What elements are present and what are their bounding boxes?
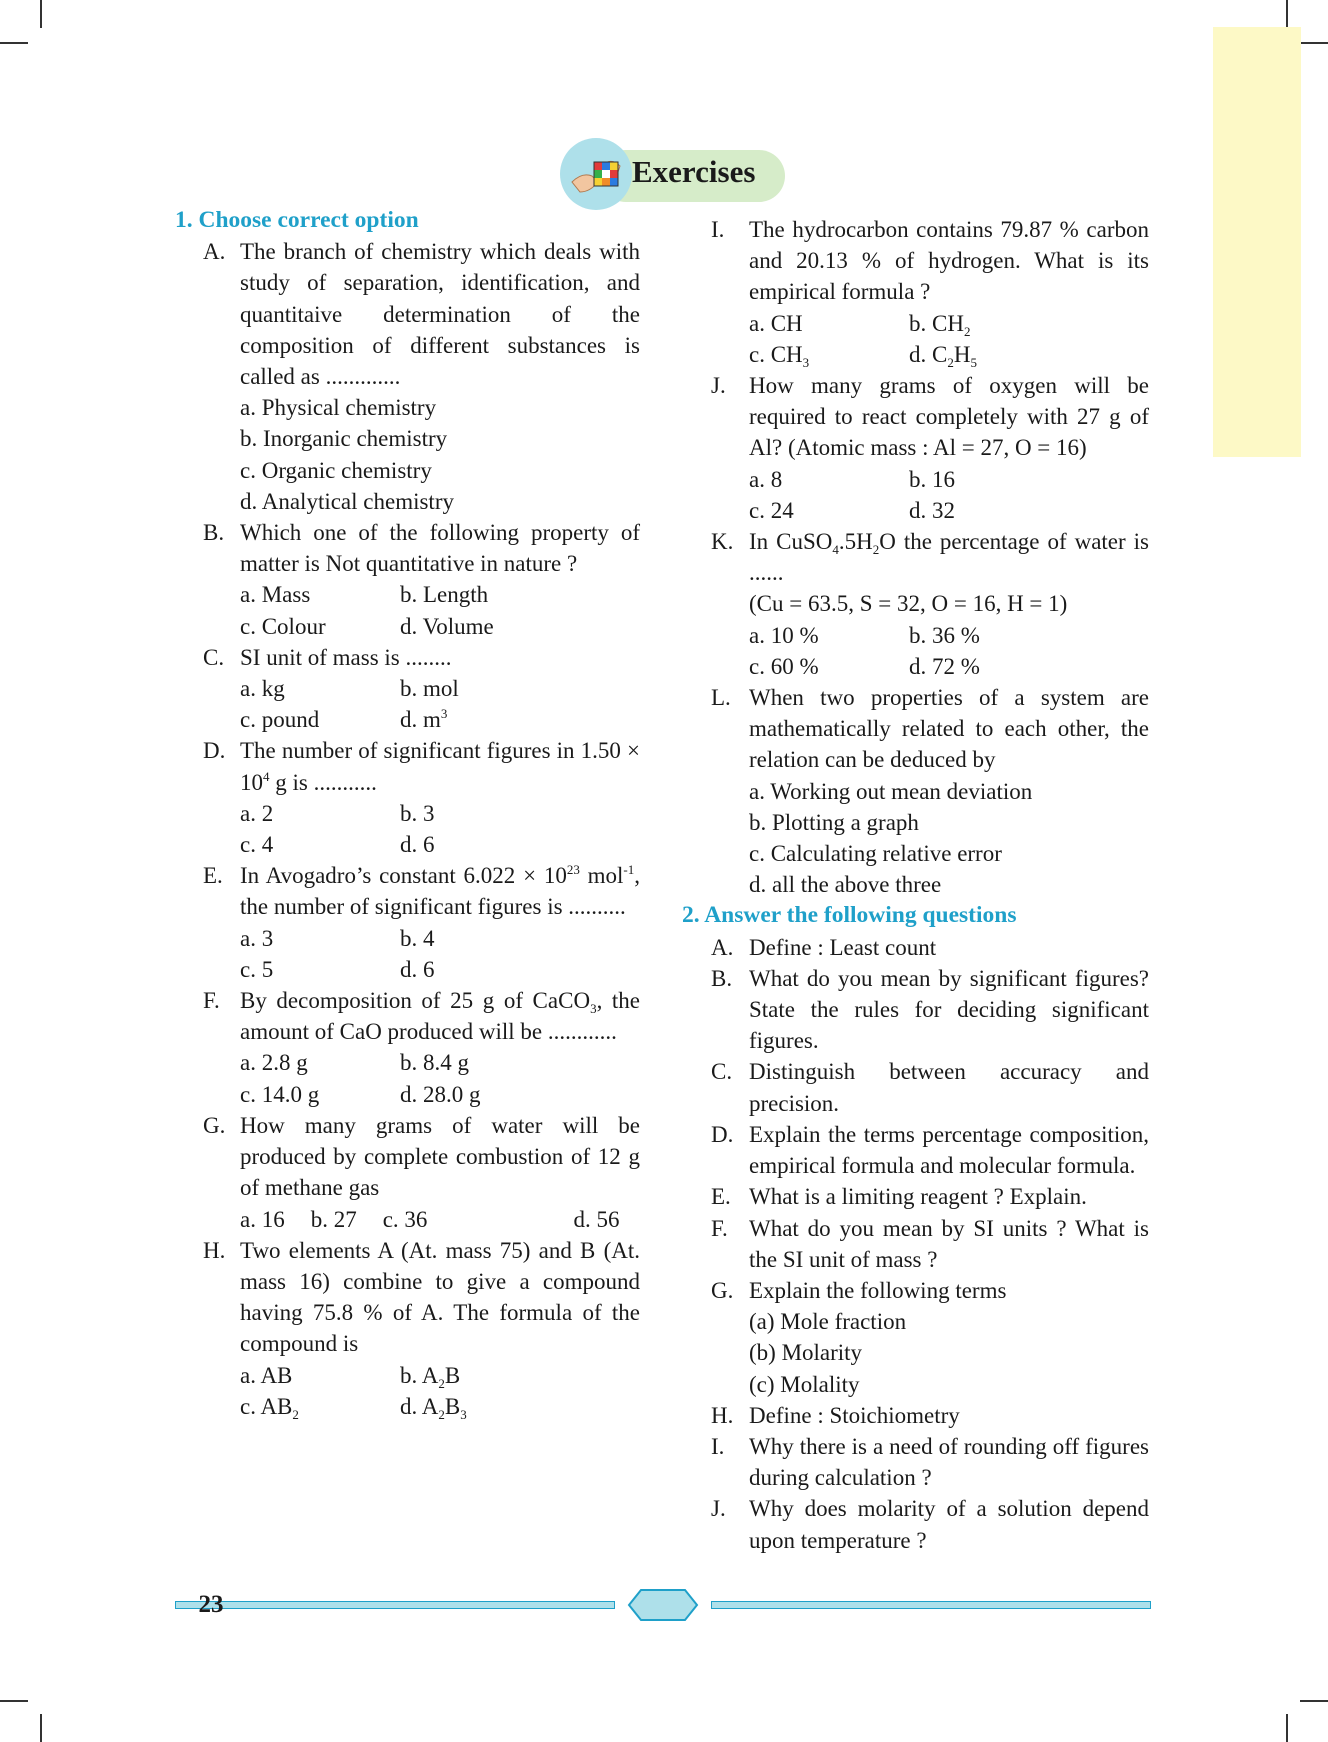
option-item: d. Volume bbox=[400, 613, 494, 639]
option-item: b. $A_2B$ bbox=[400, 1362, 461, 1391]
option-item: b. Inorganic chemistry bbox=[240, 426, 448, 452]
page-title: Exercises bbox=[632, 154, 756, 189]
crop-mark bbox=[40, 1714, 42, 1742]
question-letter: D. bbox=[203, 738, 226, 764]
option-item: b. 8.4 g bbox=[400, 1050, 469, 1076]
option-item: a. 16 bbox=[240, 1206, 285, 1232]
question-item bbox=[685, 1181, 1149, 1212]
question-item bbox=[175, 1110, 640, 1204]
question-letter: G. bbox=[203, 1112, 226, 1138]
question-item bbox=[685, 1213, 1149, 1275]
crop-mark bbox=[1300, 42, 1328, 44]
question-item bbox=[175, 642, 640, 673]
question-letter: J. bbox=[711, 1496, 726, 1522]
sub-items bbox=[685, 1306, 1149, 1400]
sub-item: (c) Molality bbox=[749, 1371, 860, 1397]
option-item: a. Working out mean deviation bbox=[749, 778, 1033, 804]
question-item bbox=[685, 1493, 1149, 1555]
option-item: b. Length bbox=[400, 582, 489, 608]
question-item bbox=[685, 370, 1149, 464]
question-letter: J. bbox=[711, 373, 726, 399]
question-letter: H. bbox=[203, 1237, 226, 1263]
options-block bbox=[685, 308, 1149, 370]
option-item: c. 5 bbox=[240, 956, 274, 982]
option-item: d. 6 bbox=[400, 832, 435, 858]
question-letter: H. bbox=[711, 1402, 734, 1428]
question-item bbox=[175, 860, 640, 922]
question-text: Define : Least count bbox=[749, 934, 937, 960]
question-item bbox=[685, 1119, 1149, 1181]
options-row bbox=[240, 673, 640, 704]
rubiks-cube-hands-icon bbox=[568, 148, 624, 200]
question-letter: B. bbox=[203, 520, 225, 546]
footer-line-right bbox=[711, 1601, 1151, 1609]
question-item bbox=[685, 526, 1149, 588]
question-item bbox=[175, 1235, 640, 1360]
options-row bbox=[240, 798, 640, 829]
options-row bbox=[749, 339, 1149, 370]
option-item: a. 3 bbox=[240, 925, 274, 951]
question-extra: (Cu = 63.5, S = 32, O = 16, H = 1) bbox=[749, 591, 1068, 617]
options-row bbox=[749, 620, 1149, 651]
question-item bbox=[685, 963, 1149, 1057]
option-item: b. Plotting a graph bbox=[749, 809, 919, 835]
options-row bbox=[240, 923, 640, 954]
question-letter: D. bbox=[711, 1121, 734, 1147]
question-text: The hydrocarbon contains 79.87 % carbon and 20.13 % of hydrogen. What is its empirical formula ? bbox=[749, 217, 1149, 305]
side-color-strip bbox=[1213, 27, 1301, 457]
option-item: b. 16 bbox=[909, 466, 955, 492]
options-row bbox=[240, 1204, 640, 1235]
question-letter: I. bbox=[711, 1433, 725, 1459]
options-row bbox=[240, 1079, 640, 1110]
option-item: d. 72 % bbox=[909, 653, 980, 679]
question-text: How many grams of oxygen will be required to react completely with 27 g of Al? (Atomic mass : Al = 27, O = 16) bbox=[749, 373, 1149, 461]
page-number: 23 bbox=[198, 1591, 224, 1618]
option-item: a. kg bbox=[240, 676, 285, 702]
options-row bbox=[240, 1047, 640, 1078]
crop-mark bbox=[40, 0, 42, 28]
option-item: c. Calculating relative error bbox=[749, 841, 1002, 867]
question-item bbox=[175, 735, 640, 797]
option-item: b. 3 bbox=[400, 800, 435, 826]
question-letter: L. bbox=[711, 685, 731, 711]
crop-mark bbox=[0, 42, 28, 44]
left-column bbox=[175, 205, 640, 1422]
option-item: a. Mass bbox=[240, 582, 311, 608]
options-row bbox=[240, 954, 640, 985]
question-text: In Avogadro’s constant $6.022 \times 10^{23}$ mol$^{-1}$, the number of significant figures is .......... bbox=[240, 862, 641, 920]
question-letter: I. bbox=[711, 217, 725, 242]
page-number-badge bbox=[627, 1588, 699, 1622]
option-item: d. $A_2B_3$ bbox=[400, 1393, 467, 1422]
option-item: a. Physical chemistry bbox=[240, 395, 437, 421]
option-item: a. 2 bbox=[240, 800, 274, 826]
option-item: a. AB bbox=[240, 1362, 293, 1388]
options-block bbox=[175, 392, 640, 517]
option-item: c. 36 bbox=[382, 1206, 428, 1232]
crop-mark bbox=[1300, 1700, 1328, 1702]
question-text: Why there is a need of rounding off figures during calculation ? bbox=[749, 1433, 1149, 1491]
option-item: b. 36 % bbox=[909, 622, 980, 648]
question-letter: G. bbox=[711, 1277, 734, 1303]
option-item: c. pound bbox=[240, 707, 320, 733]
options-block bbox=[175, 1204, 640, 1235]
section2-heading: 2. Answer the following questions bbox=[682, 902, 1017, 929]
question-text: In $CuSO_4.5H_2O$ the percentage of water is ...... bbox=[749, 529, 1149, 586]
options-block bbox=[685, 464, 1149, 526]
exercises-header bbox=[560, 138, 785, 210]
question-item bbox=[685, 682, 1149, 776]
option-item: c. Organic chemistry bbox=[240, 457, 432, 483]
option-item: c. 60 % bbox=[749, 653, 819, 679]
option-item: c. Colour bbox=[240, 613, 326, 639]
option-item: d. $C_2H_5$ bbox=[909, 341, 977, 370]
option-item: c. 4 bbox=[240, 832, 274, 858]
options-block bbox=[175, 579, 640, 641]
crop-mark bbox=[1286, 0, 1288, 28]
question-letter: C. bbox=[711, 1059, 733, 1085]
right-column bbox=[682, 214, 1149, 1556]
options-row bbox=[240, 1360, 640, 1391]
question-text: What is a limiting reagent ? Explain. bbox=[749, 1184, 1087, 1210]
question-text: How many grams of water will be produced by complete combustion of 12 g of methane gas bbox=[240, 1112, 640, 1201]
options-row bbox=[240, 611, 640, 642]
page-footer bbox=[175, 1588, 1151, 1622]
question-text: Distinguish between accuracy and precision. bbox=[749, 1059, 1149, 1116]
options-block bbox=[685, 776, 1149, 901]
option-item: a. 10 % bbox=[749, 622, 819, 648]
options-block bbox=[175, 673, 640, 735]
question-letter: F. bbox=[711, 1215, 728, 1241]
question-item bbox=[175, 985, 640, 1047]
option-item: b. 4 bbox=[400, 925, 435, 951]
sub-item: (b) Molarity bbox=[749, 1340, 863, 1366]
option-item: d. Analytical chemistry bbox=[240, 488, 454, 514]
question-item bbox=[685, 1400, 1149, 1431]
question-text: The branch of chemistry which deals with study of separation, identification, and quantitaive determination of the composition of different substances is called as ............. bbox=[240, 239, 640, 390]
question-text: What do you mean by significant figures? State the rules for deciding significant figures. bbox=[749, 965, 1149, 1054]
question-letter: C. bbox=[203, 644, 225, 670]
question-item bbox=[685, 932, 1149, 963]
question-text: Two elements A (At. mass 75) and B (At. mass 16) combine to give a compound having 75.8 % of A. The formula of the compound is bbox=[240, 1237, 640, 1357]
question-text: What do you mean by SI units ? What is the SI unit of mass ? bbox=[749, 1215, 1149, 1272]
option-item: d. 28.0 g bbox=[400, 1081, 481, 1107]
option-item: d. $m^3$ bbox=[400, 706, 448, 733]
option-item: c. 24 bbox=[749, 497, 794, 523]
options-row bbox=[240, 704, 640, 735]
option-item: a. 8 bbox=[749, 466, 783, 492]
options-block bbox=[175, 923, 640, 985]
question-item bbox=[175, 236, 640, 392]
question-letter: E. bbox=[711, 1184, 731, 1210]
question-letter: A. bbox=[203, 239, 226, 265]
option-item: c. 14.0 g bbox=[240, 1081, 320, 1107]
option-item: d. 6 bbox=[400, 956, 435, 982]
options-block bbox=[175, 1360, 640, 1422]
question-text: By decomposition of 25 g of CaCO$_3$, the amount of CaO produced will be ............ bbox=[240, 988, 640, 1045]
option-item: d. 32 bbox=[909, 497, 955, 523]
option-item: c. $CH_3$ bbox=[749, 341, 810, 370]
question-item bbox=[685, 1056, 1149, 1118]
question-letter: F. bbox=[203, 988, 220, 1014]
options-block bbox=[685, 620, 1149, 682]
question-letter: K. bbox=[711, 529, 734, 555]
crop-mark bbox=[0, 1700, 28, 1702]
question-text: Explain the terms percentage composition, empirical formula and molecular formula. bbox=[749, 1121, 1149, 1179]
option-item: c. $AB_2$ bbox=[240, 1393, 299, 1422]
question-item bbox=[685, 1431, 1149, 1493]
crop-mark bbox=[1286, 1714, 1288, 1742]
option-item: d. all the above three bbox=[749, 872, 942, 898]
option-item: b. mol bbox=[400, 676, 459, 702]
question-text: Why does molarity of a solution depend upon temperature ? bbox=[749, 1496, 1149, 1553]
question-text: The number of significant figures in $1.50 \times 10^4$ g is ........... bbox=[240, 738, 640, 795]
section1-heading: 1. Choose correct option bbox=[175, 207, 419, 233]
options-row bbox=[749, 308, 1149, 339]
question-item bbox=[685, 1275, 1149, 1306]
options-row bbox=[749, 464, 1149, 495]
options-row bbox=[240, 579, 640, 610]
options-row bbox=[240, 829, 640, 860]
question-text: Explain the following terms bbox=[749, 1277, 1007, 1303]
sub-item: (a) Mole fraction bbox=[749, 1309, 907, 1335]
options-block bbox=[175, 1047, 640, 1109]
question-text: Define : Stoichiometry bbox=[749, 1402, 960, 1428]
option-item: d. 56 bbox=[573, 1206, 620, 1232]
question-item bbox=[175, 517, 640, 579]
option-item: b. 27 bbox=[310, 1206, 357, 1232]
question-text: Which one of the following property of matter is Not quantitative in nature ? bbox=[240, 520, 640, 577]
option-item: b. $CH_2$ bbox=[909, 310, 971, 339]
options-row bbox=[749, 651, 1149, 682]
option-item: a. CH bbox=[749, 310, 803, 336]
question-letter: B. bbox=[711, 965, 733, 991]
options-row bbox=[749, 495, 1149, 526]
question-text: When two properties of a system are mathematically related to each other, the relation can be deduced by bbox=[749, 685, 1149, 773]
option-item: a. 2.8 g bbox=[240, 1050, 308, 1076]
options-block bbox=[175, 798, 640, 860]
question-item bbox=[685, 214, 1149, 308]
question-text: SI unit of mass is ........ bbox=[240, 644, 452, 670]
question-letter: E. bbox=[203, 863, 223, 889]
options-row bbox=[240, 1391, 640, 1422]
question-letter: A. bbox=[711, 934, 734, 960]
